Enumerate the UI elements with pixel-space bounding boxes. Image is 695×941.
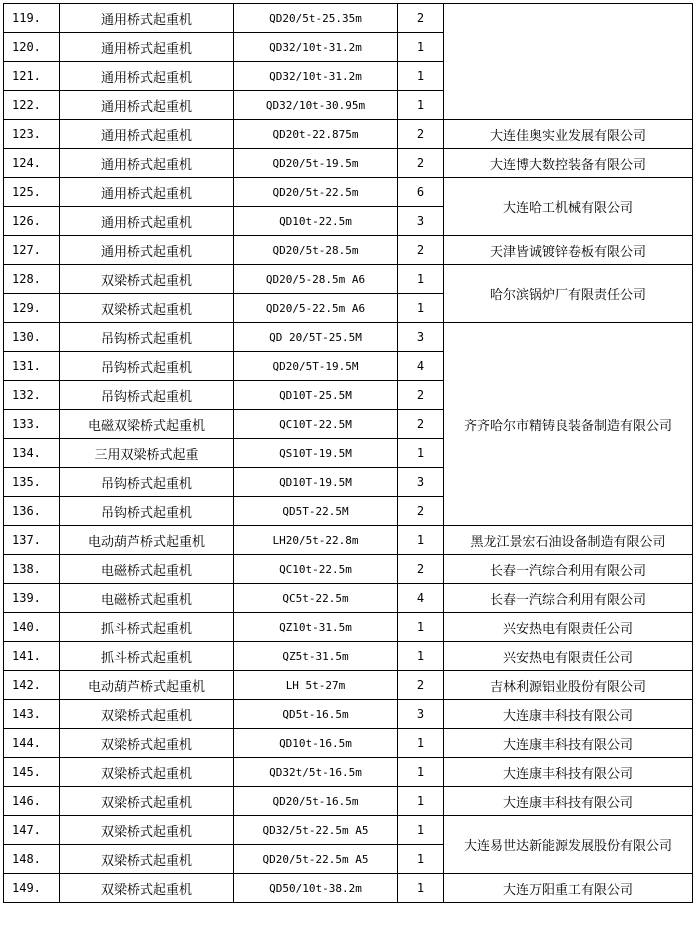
quantity-cell: 1 (398, 33, 444, 62)
model-cell: QD20/5t-22.5m (234, 178, 398, 207)
model-cell: LH20/5t-22.8m (234, 526, 398, 555)
model-cell: QD 20/5T-25.5M (234, 323, 398, 352)
equipment-name-cell: 吊钩桥式起重机 (60, 323, 234, 352)
row-number-cell: 127. (4, 236, 60, 265)
equipment-name-cell: 电磁桥式起重机 (60, 584, 234, 613)
company-cell: 天津皆诚镀锌卷板有限公司 (444, 236, 693, 265)
equipment-name-cell: 双梁桥式起重机 (60, 265, 234, 294)
quantity-cell: 1 (398, 91, 444, 120)
model-cell: QS10T-19.5M (234, 439, 398, 468)
row-number-cell: 135. (4, 468, 60, 497)
table-row (4, 816, 693, 845)
quantity-cell: 1 (398, 294, 444, 323)
row-number-cell: 134. (4, 439, 60, 468)
equipment-name-cell: 双梁桥式起重机 (60, 729, 234, 758)
row-number-cell: 142. (4, 671, 60, 700)
model-cell: QD20/5t-19.5m (234, 149, 398, 178)
equipment-name-cell: 通用桥式起重机 (60, 120, 234, 149)
company-cell: 大连哈工机械有限公司 (444, 178, 693, 236)
equipment-name-cell: 抓斗桥式起重机 (60, 613, 234, 642)
quantity-cell: 6 (398, 178, 444, 207)
company-cell: 大连博大数控装备有限公司 (444, 149, 693, 178)
equipment-table (3, 3, 693, 903)
table-row (4, 700, 693, 729)
table-row (4, 642, 693, 671)
company-cell: 吉林利源铝业股份有限公司 (444, 671, 693, 700)
quantity-cell: 1 (398, 62, 444, 91)
row-number-cell: 132. (4, 381, 60, 410)
model-cell: QD5T-22.5M (234, 497, 398, 526)
quantity-cell: 2 (398, 410, 444, 439)
quantity-cell: 1 (398, 613, 444, 642)
company-cell: 长春一汽综合利用有限公司 (444, 584, 693, 613)
model-cell: QD50/10t-38.2m (234, 874, 398, 903)
quantity-cell: 1 (398, 787, 444, 816)
quantity-cell: 2 (398, 4, 444, 33)
model-cell: QD20/5t-22.5m A5 (234, 845, 398, 874)
table-row (4, 613, 693, 642)
model-cell: QD20/5-28.5m A6 (234, 265, 398, 294)
row-number-cell: 120. (4, 33, 60, 62)
row-number-cell: 148. (4, 845, 60, 874)
model-cell: QZ10t-31.5m (234, 613, 398, 642)
row-number-cell: 133. (4, 410, 60, 439)
table-row (4, 555, 693, 584)
equipment-name-cell: 双梁桥式起重机 (60, 816, 234, 845)
equipment-name-cell: 吊钩桥式起重机 (60, 381, 234, 410)
table-row (4, 120, 693, 149)
row-number-cell: 128. (4, 265, 60, 294)
row-number-cell: 137. (4, 526, 60, 555)
equipment-name-cell: 通用桥式起重机 (60, 62, 234, 91)
company-cell: 兴安热电有限责任公司 (444, 642, 693, 671)
equipment-name-cell: 通用桥式起重机 (60, 33, 234, 62)
quantity-cell: 1 (398, 729, 444, 758)
model-cell: QC5t-22.5m (234, 584, 398, 613)
equipment-name-cell: 通用桥式起重机 (60, 236, 234, 265)
row-number-cell: 136. (4, 497, 60, 526)
model-cell: QD20/5t-16.5m (234, 787, 398, 816)
table-row (4, 787, 693, 816)
quantity-cell: 2 (398, 555, 444, 584)
model-cell: QD32t/5t-16.5m (234, 758, 398, 787)
quantity-cell: 4 (398, 584, 444, 613)
quantity-cell: 3 (398, 700, 444, 729)
quantity-cell: 2 (398, 120, 444, 149)
quantity-cell: 3 (398, 468, 444, 497)
row-number-cell: 126. (4, 207, 60, 236)
row-number-cell: 149. (4, 874, 60, 903)
equipment-name-cell: 电动葫芦桥式起重机 (60, 526, 234, 555)
company-cell: 大连康丰科技有限公司 (444, 787, 693, 816)
row-number-cell: 141. (4, 642, 60, 671)
row-number-cell: 122. (4, 91, 60, 120)
model-cell: QD10T-25.5M (234, 381, 398, 410)
table-row (4, 323, 693, 352)
company-cell: 大连康丰科技有限公司 (444, 729, 693, 758)
table-row (4, 729, 693, 758)
table-row (4, 149, 693, 178)
model-cell: QD32/10t-31.2m (234, 33, 398, 62)
row-number-cell: 124. (4, 149, 60, 178)
equipment-table-body (4, 4, 693, 903)
row-number-cell: 123. (4, 120, 60, 149)
quantity-cell: 3 (398, 323, 444, 352)
row-number-cell: 139. (4, 584, 60, 613)
table-row (4, 265, 693, 294)
row-number-cell: 125. (4, 178, 60, 207)
company-cell: 兴安热电有限责任公司 (444, 613, 693, 642)
quantity-cell: 1 (398, 526, 444, 555)
model-cell: LH 5t-27m (234, 671, 398, 700)
quantity-cell: 4 (398, 352, 444, 381)
equipment-name-cell: 电动葫芦桥式起重机 (60, 671, 234, 700)
table-row (4, 874, 693, 903)
row-number-cell: 130. (4, 323, 60, 352)
model-cell: QD10t-22.5m (234, 207, 398, 236)
row-number-cell: 121. (4, 62, 60, 91)
equipment-name-cell: 双梁桥式起重机 (60, 787, 234, 816)
equipment-name-cell: 通用桥式起重机 (60, 149, 234, 178)
equipment-name-cell: 吊钩桥式起重机 (60, 497, 234, 526)
company-cell: 黑龙江景宏石油设备制造有限公司 (444, 526, 693, 555)
quantity-cell: 1 (398, 816, 444, 845)
equipment-name-cell: 双梁桥式起重机 (60, 845, 234, 874)
equipment-name-cell: 电磁桥式起重机 (60, 555, 234, 584)
quantity-cell: 2 (398, 381, 444, 410)
quantity-cell: 1 (398, 845, 444, 874)
quantity-cell: 1 (398, 439, 444, 468)
company-cell (444, 4, 693, 120)
model-cell: QD5t-16.5m (234, 700, 398, 729)
equipment-name-cell: 抓斗桥式起重机 (60, 642, 234, 671)
quantity-cell: 1 (398, 874, 444, 903)
model-cell: QD10t-16.5m (234, 729, 398, 758)
table-row (4, 4, 693, 33)
model-cell: QD20/5-22.5m A6 (234, 294, 398, 323)
equipment-name-cell: 三用双梁桥式起重 (60, 439, 234, 468)
row-number-cell: 138. (4, 555, 60, 584)
quantity-cell: 1 (398, 265, 444, 294)
quantity-cell: 1 (398, 758, 444, 787)
quantity-cell: 2 (398, 236, 444, 265)
model-cell: QD20/5T-19.5M (234, 352, 398, 381)
model-cell: QD10T-19.5M (234, 468, 398, 497)
quantity-cell: 2 (398, 497, 444, 526)
company-cell: 长春一汽综合利用有限公司 (444, 555, 693, 584)
row-number-cell: 131. (4, 352, 60, 381)
row-number-cell: 147. (4, 816, 60, 845)
company-cell: 大连佳奥实业发展有限公司 (444, 120, 693, 149)
equipment-name-cell: 电磁双梁桥式起重机 (60, 410, 234, 439)
row-number-cell: 129. (4, 294, 60, 323)
row-number-cell: 140. (4, 613, 60, 642)
row-number-cell: 146. (4, 787, 60, 816)
quantity-cell: 2 (398, 671, 444, 700)
quantity-cell: 2 (398, 149, 444, 178)
quantity-cell: 3 (398, 207, 444, 236)
table-row (4, 526, 693, 555)
model-cell: QD20t-22.875m (234, 120, 398, 149)
equipment-name-cell: 双梁桥式起重机 (60, 294, 234, 323)
table-row (4, 671, 693, 700)
equipment-name-cell: 双梁桥式起重机 (60, 874, 234, 903)
model-cell: QD20/5t-25.35m (234, 4, 398, 33)
equipment-name-cell: 通用桥式起重机 (60, 91, 234, 120)
row-number-cell: 119. (4, 4, 60, 33)
equipment-name-cell: 吊钩桥式起重机 (60, 468, 234, 497)
model-cell: QD20/5t-28.5m (234, 236, 398, 265)
equipment-name-cell: 通用桥式起重机 (60, 207, 234, 236)
table-row (4, 236, 693, 265)
model-cell: QC10T-22.5M (234, 410, 398, 439)
model-cell: QD32/10t-30.95m (234, 91, 398, 120)
equipment-name-cell: 通用桥式起重机 (60, 178, 234, 207)
row-number-cell: 143. (4, 700, 60, 729)
company-cell: 齐齐哈尔市精铸良装备制造有限公司 (444, 323, 693, 526)
model-cell: QC10t-22.5m (234, 555, 398, 584)
table-row (4, 584, 693, 613)
row-number-cell: 144. (4, 729, 60, 758)
quantity-cell: 1 (398, 642, 444, 671)
equipment-name-cell: 通用桥式起重机 (60, 4, 234, 33)
company-cell: 大连康丰科技有限公司 (444, 700, 693, 729)
table-row (4, 758, 693, 787)
equipment-name-cell: 吊钩桥式起重机 (60, 352, 234, 381)
table-row (4, 178, 693, 207)
model-cell: QZ5t-31.5m (234, 642, 398, 671)
company-cell: 哈尔滨锅炉厂有限责任公司 (444, 265, 693, 323)
row-number-cell: 145. (4, 758, 60, 787)
model-cell: QD32/5t-22.5m A5 (234, 816, 398, 845)
company-cell: 大连易世达新能源发展股份有限公司 (444, 816, 693, 874)
company-cell: 大连万阳重工有限公司 (444, 874, 693, 903)
company-cell: 大连康丰科技有限公司 (444, 758, 693, 787)
equipment-name-cell: 双梁桥式起重机 (60, 758, 234, 787)
equipment-name-cell: 双梁桥式起重机 (60, 700, 234, 729)
model-cell: QD32/10t-31.2m (234, 62, 398, 91)
